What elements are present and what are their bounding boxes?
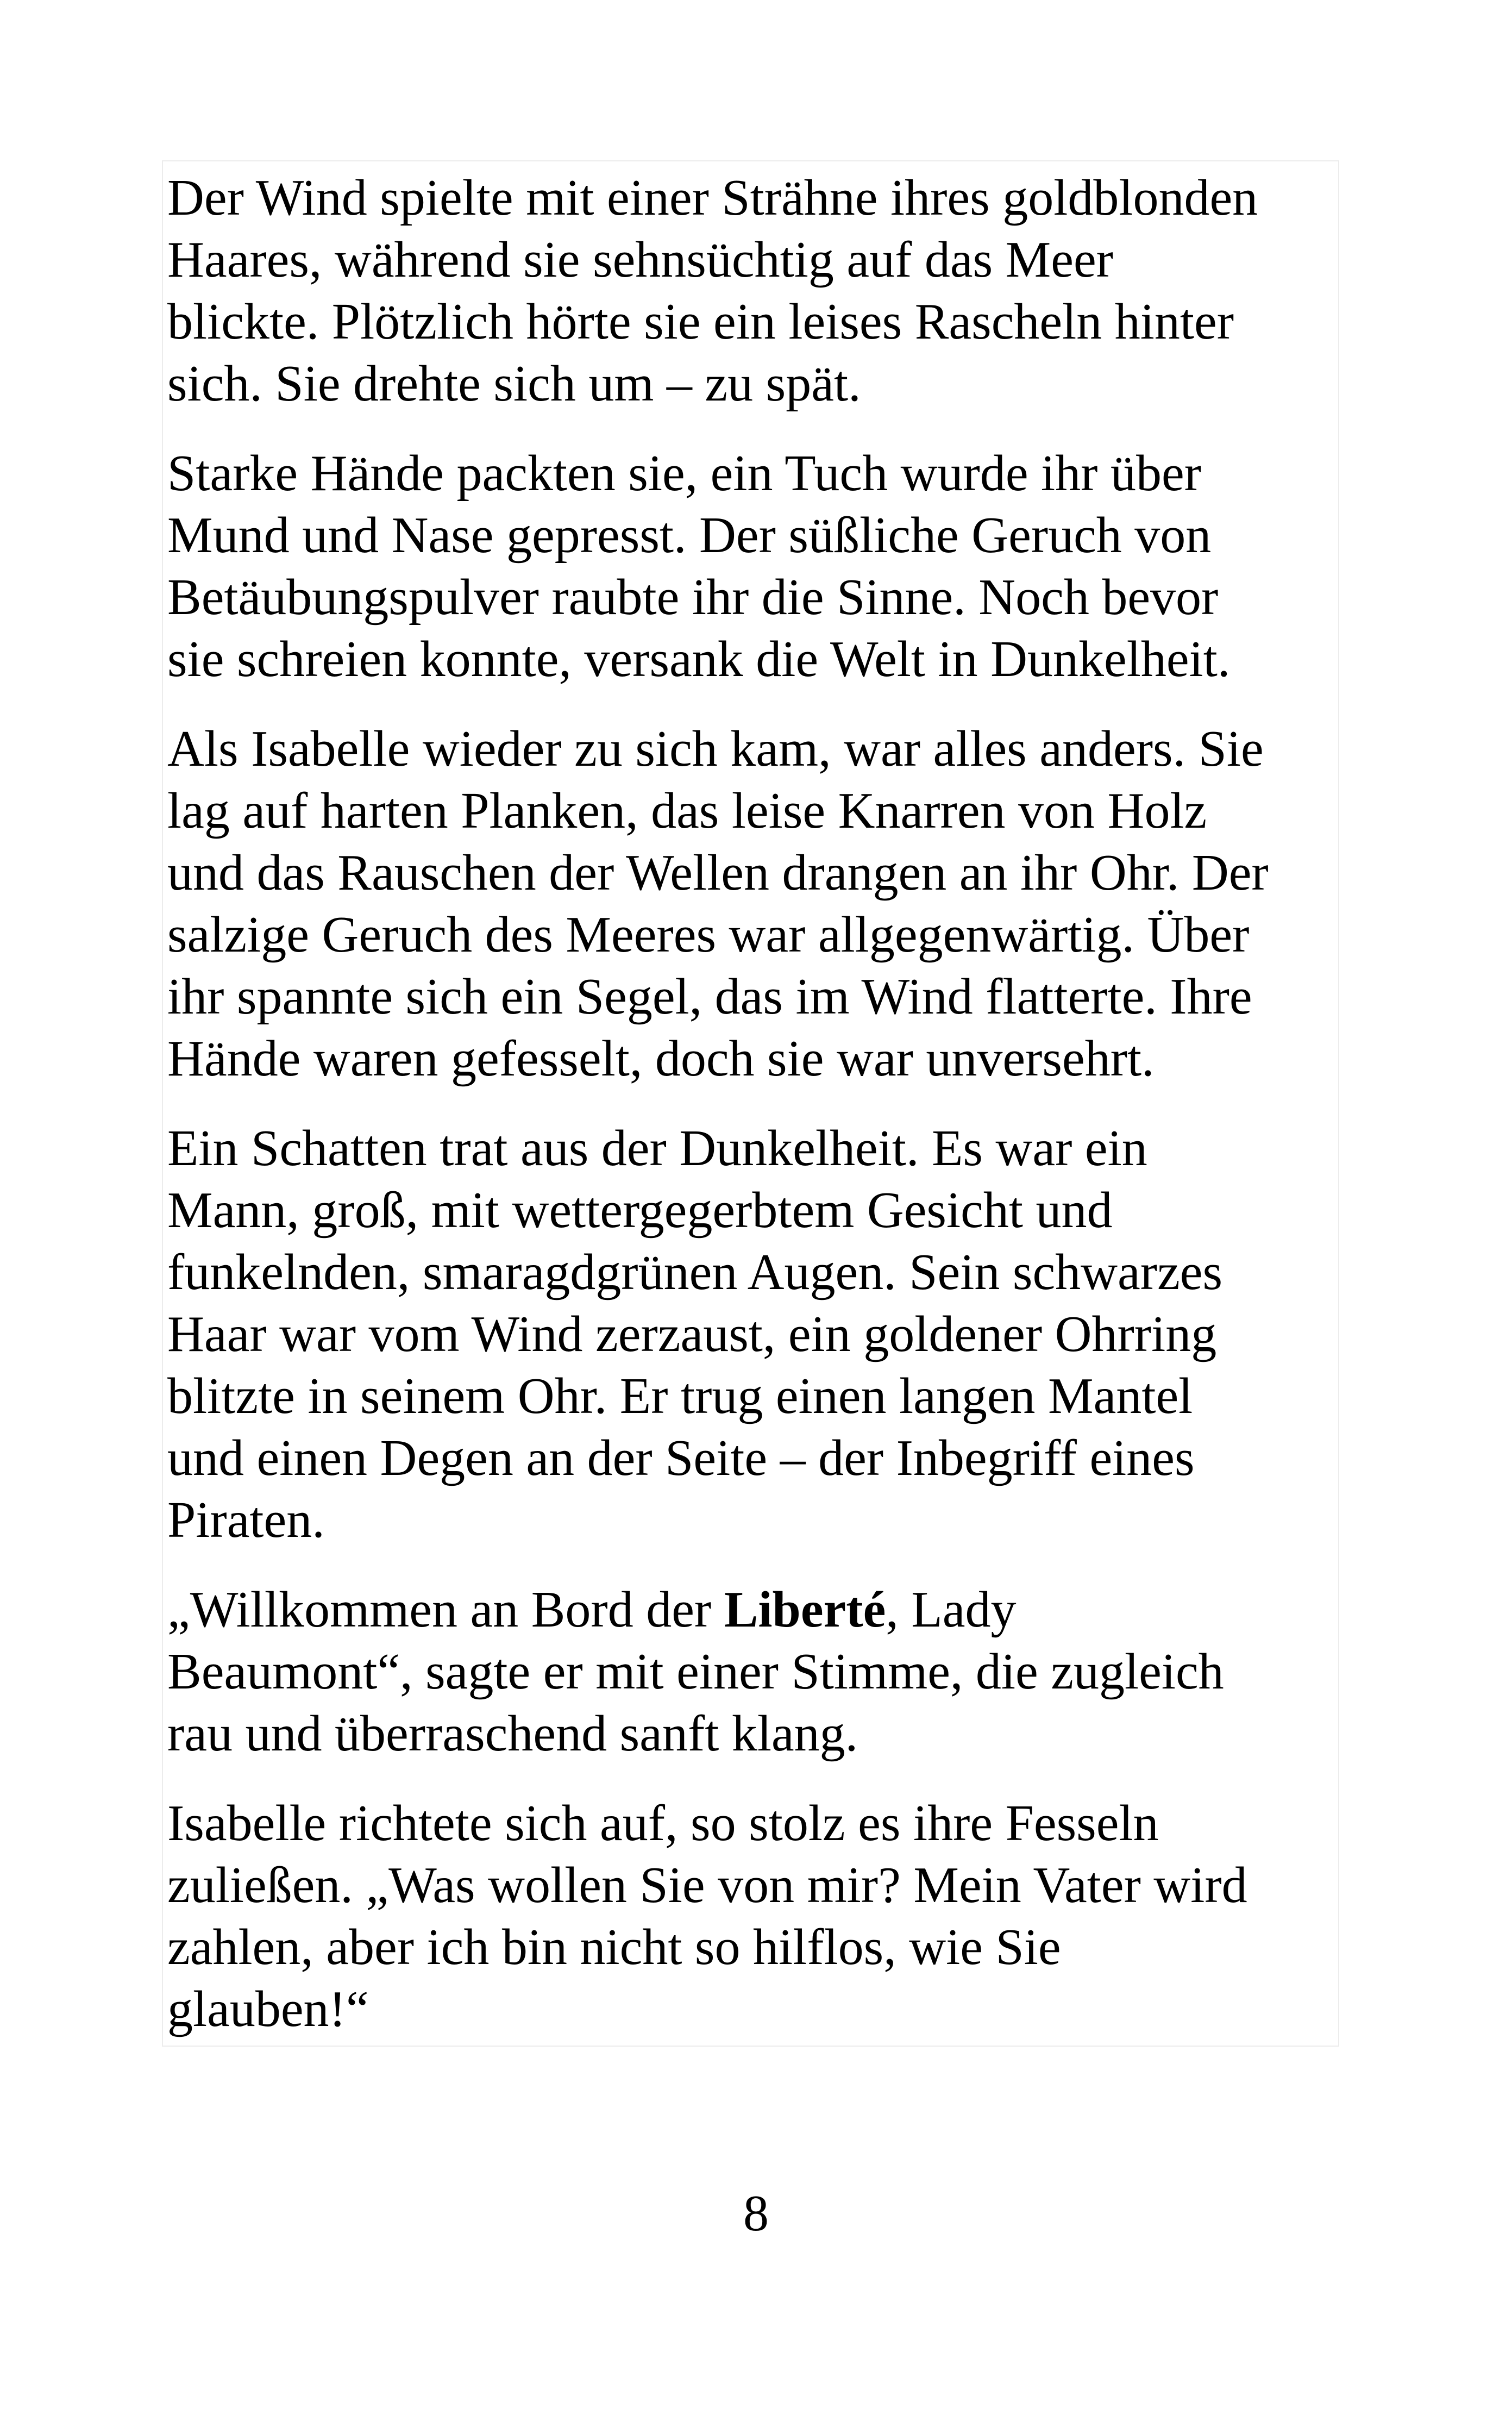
text-line: rau und überraschend sanft klang.: [167, 1705, 858, 1762]
text-line: Mann, groß, mit wettergegerbtem Gesicht und: [167, 1182, 1113, 1239]
text-segment: „Willkommen an Bord der: [167, 1581, 724, 1638]
text-line: Als Isabelle wieder zu sich kam, war alles anders. Sie: [167, 721, 1264, 777]
text-line: zahlen, aber ich bin nicht so hilflos, wie Sie: [167, 1919, 1061, 1975]
text-segment: , Lady: [886, 1581, 1017, 1638]
paragraph-6: [167, 1792, 1338, 2040]
text-line: funkelnden, smaragdgrünen Augen. Sein schwarzes: [167, 1244, 1223, 1300]
text-line: und einen Degen an der Seite – der Inbegriff eines: [167, 1430, 1195, 1486]
text-line: lag auf harten Planken, das leise Knarren von Holz: [167, 783, 1207, 839]
page-number: 8: [743, 2185, 769, 2242]
text-line: Der Wind spielte mit einer Strähne ihres goldblonden: [167, 170, 1258, 226]
text-block: [162, 160, 1339, 2047]
text-line: zuließen. „Was wollen Sie von mir? Mein Vater wird: [167, 1857, 1247, 1913]
paragraph-5: [167, 1579, 1338, 1765]
text-line: salzige Geruch des Meeres war allgegenwärtig. Über: [167, 906, 1250, 963]
text-line: Hände waren gefesselt, doch sie war unversehrt.: [167, 1030, 1155, 1087]
paragraph-1: [167, 167, 1338, 415]
ship-name: Liberté: [724, 1581, 886, 1638]
text-line: Haares, während sie sehnsüchtig auf das Meer: [167, 232, 1113, 288]
text-line: ihr spannte sich ein Segel, das im Wind flatterte. Ihre: [167, 968, 1252, 1025]
text-line: Mund und Nase gepresst. Der süßliche Geruch von: [167, 507, 1212, 564]
text-line: und das Rauschen der Wellen drangen an ihr Ohr. Der: [167, 845, 1269, 901]
paragraph-3: [167, 718, 1338, 1090]
text-line: sich. Sie drehte sich um – zu spät.: [167, 355, 861, 412]
text-line: Betäubungspulver raubte ihr die Sinne. Noch bevor: [167, 569, 1219, 626]
text-line: Starke Hände packten sie, ein Tuch wurde ihr über: [167, 445, 1201, 502]
text-line: sie schreien konnte, versank die Welt in Dunkelheit.: [167, 631, 1231, 687]
paragraph-4: [167, 1117, 1338, 1551]
text-line: glauben!“: [167, 1981, 369, 2037]
text-line: Isabelle richtete sich auf, so stolz es ihre Fesseln: [167, 1795, 1159, 1852]
text-line: Haar war vom Wind zerzaust, ein goldener Ohrring: [167, 1306, 1217, 1362]
text-line: Piraten.: [167, 1492, 325, 1548]
text-line: Ein Schatten trat aus der Dunkelheit. Es war ein: [167, 1120, 1147, 1177]
paragraph-2: [167, 442, 1338, 690]
text-line: blitzte in seinem Ohr. Er trug einen langen Mantel: [167, 1368, 1193, 1424]
text-line: [167, 1579, 1338, 1641]
text-line: Beaumont“, sagte er mit einer Stimme, die zugleich: [167, 1643, 1224, 1700]
text-line: blickte. Plötzlich hörte sie ein leises Rascheln hinter: [167, 293, 1234, 350]
